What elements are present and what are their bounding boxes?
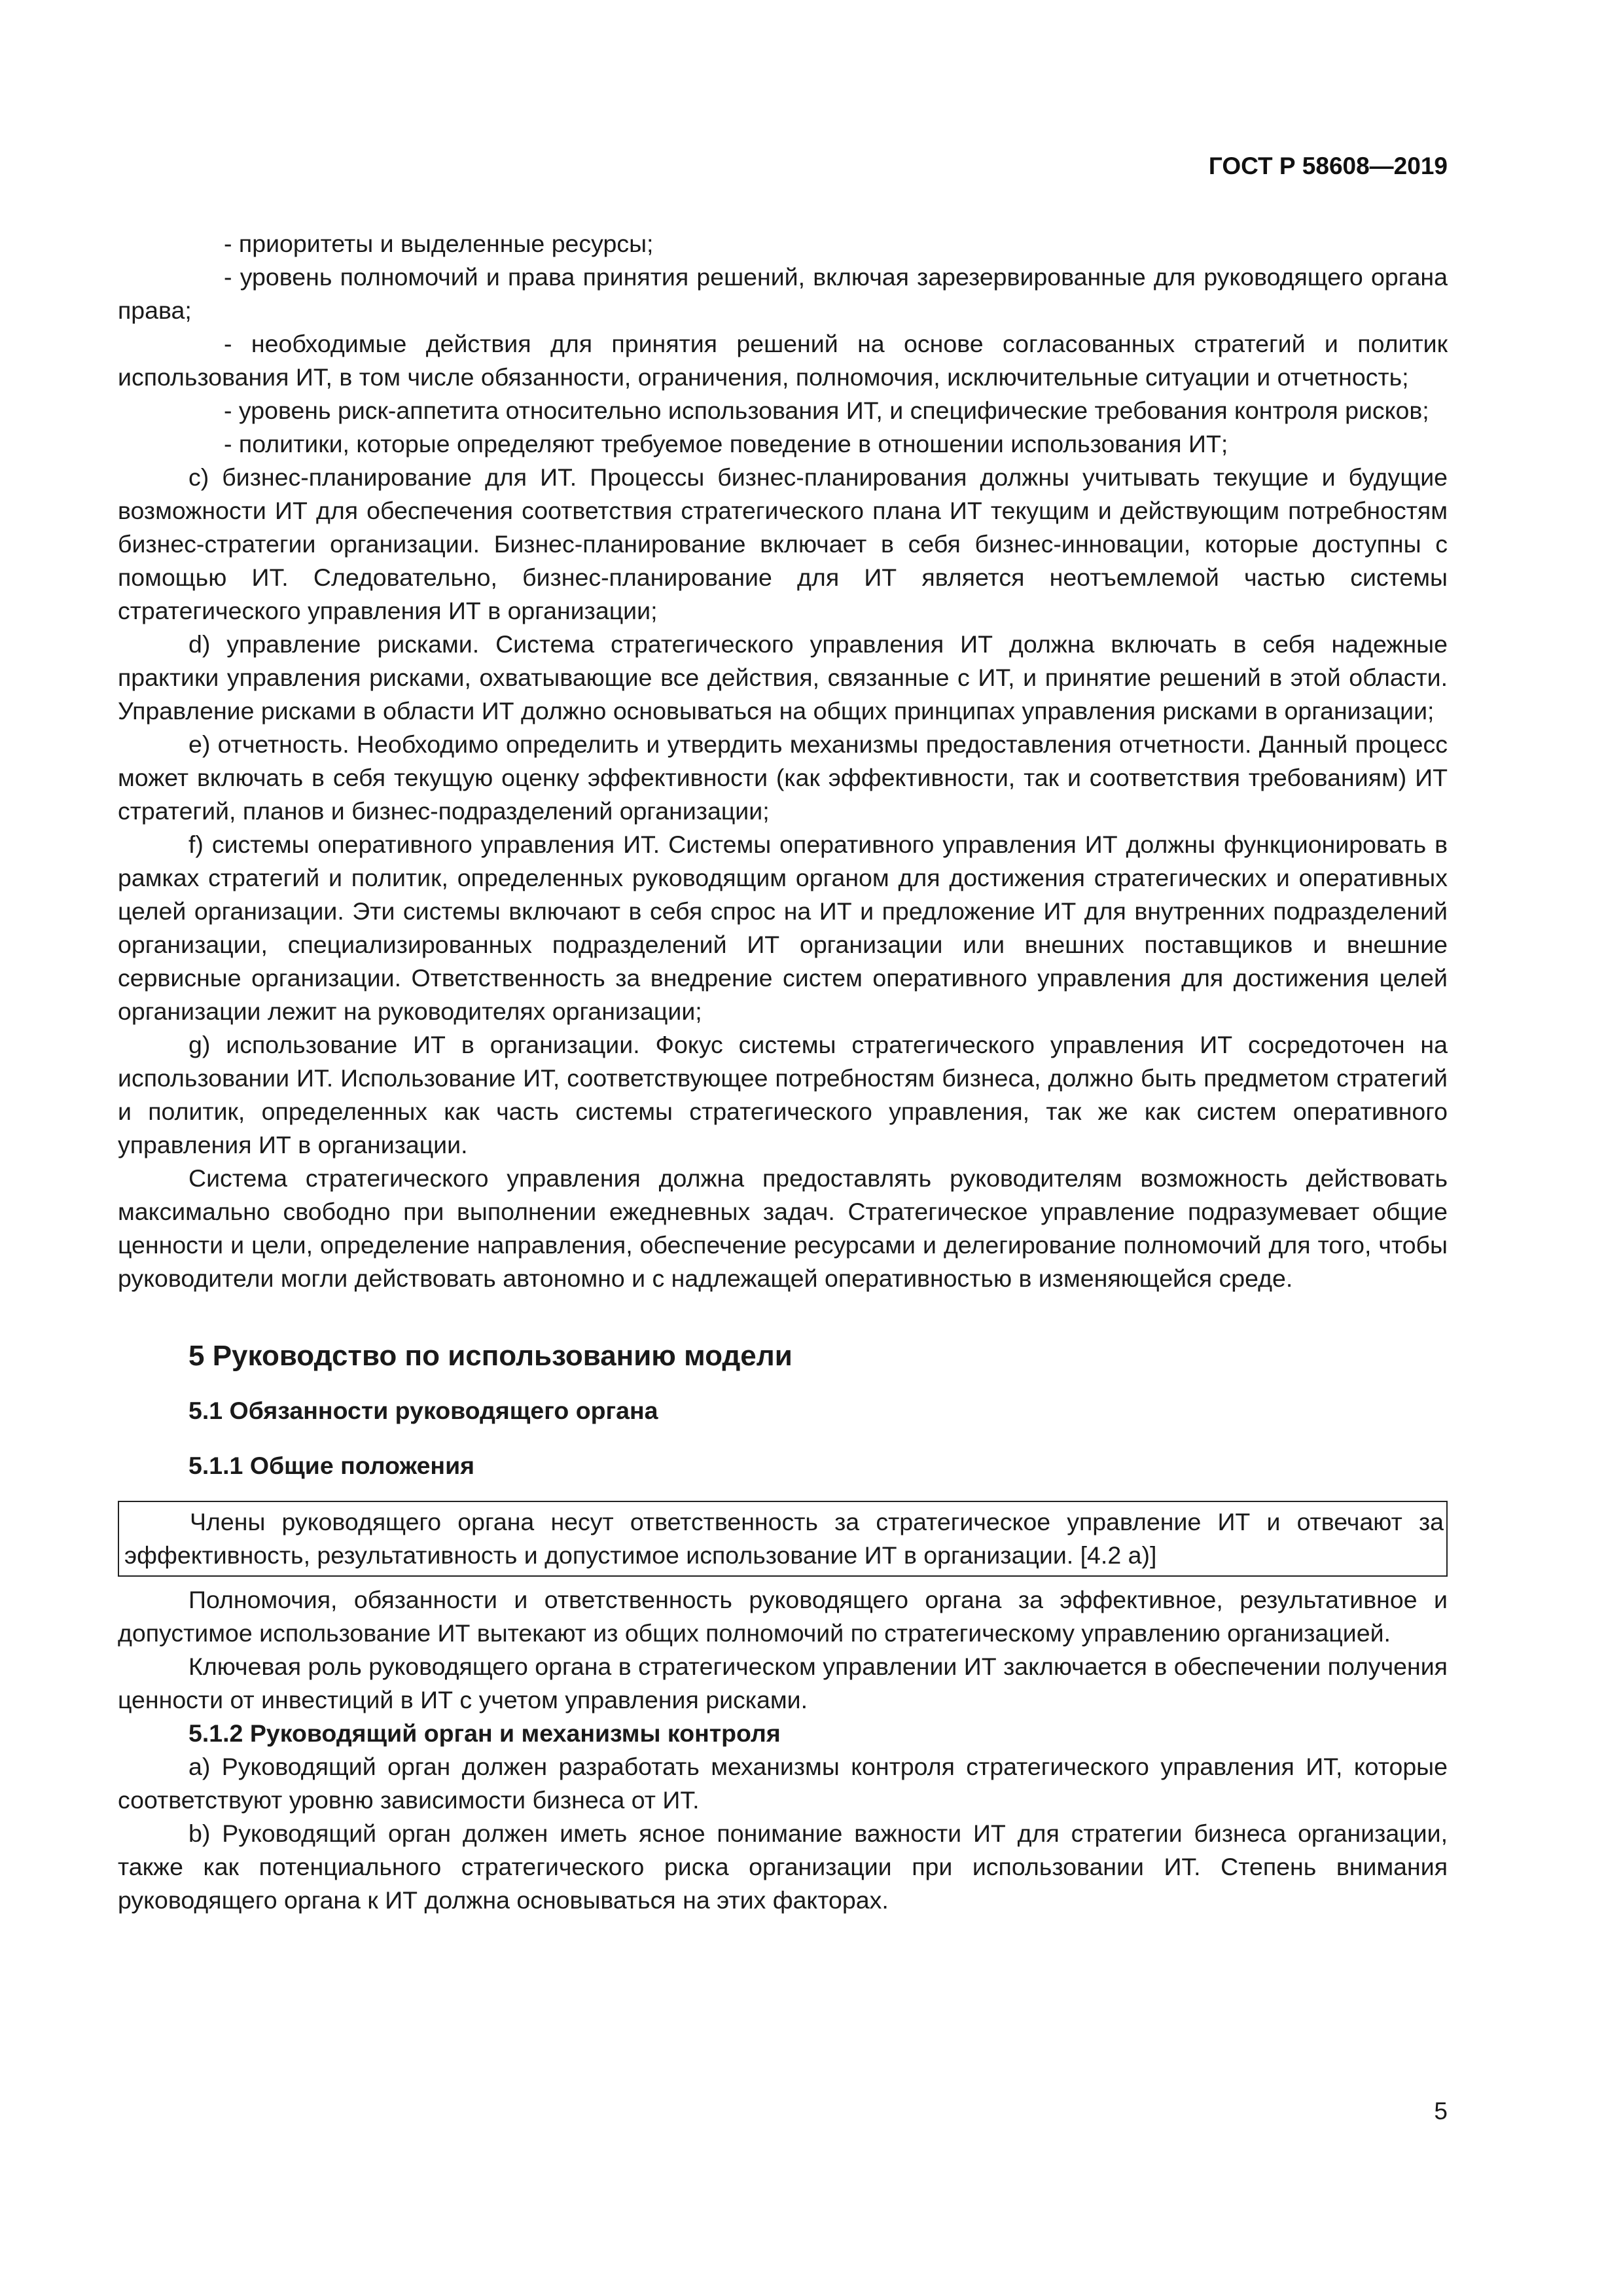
list-item: - уровень риск-аппетита относительно использования ИТ, и специфические требования контроля рисков; [224,397,1429,424]
paragraph-f: f) системы оперативного управления ИТ. Системы оперативного управления ИТ должны функционировать в рамках стратегий и политик, определенных руководящим органом для достижения стратегических и оперативных целей организации. Эти системы включают в себя спрос на ИТ и предложение ИТ для внутренних подразделений организации, специализированных подразделений ИТ организации или внешних поставщиков и внешние сервисные организации. Ответственность за внедрение систем оперативного управления для достижения целей организации лежит на руководителях организации; [118,831,1448,1025]
list-item: - приоритеты и выделенные ресурсы; [224,230,654,257]
section-5-1-heading: 5.1 Обязанности руководящего органа [188,1397,658,1424]
section-5-heading: 5 Руководство по использованию модели [188,1340,793,1372]
paragraph-key-role: Ключевая роль руководящего органа в стратегическом управлении ИТ заключается в обеспечении получения ценности от инвестиций в ИТ с учетом управления рисками. [118,1653,1448,1713]
list-item: - необходимые действия для принятия решений на основе согласованных стратегий и политик использования ИТ, в том числе обязанности, ограничения, полномочия, исключительные ситуации и отчетность; [118,330,1448,391]
paragraph-g: g) использование ИТ в организации. Фокус системы стратегического управления ИТ сосредоточен на использовании ИТ. Использование ИТ, соответствующее потребностям бизнеса, должно быть предметом стратегий и политик, определенных как часть системы стратегического управления, так же как систем оперативного управления ИТ в организации. [118,1031,1448,1158]
paragraph-b: b) Руководящий орган должен иметь ясное понимание важности ИТ для стратегии бизнеса организации, также как потенциального стратегического риска организации при использовании ИТ. Степень внимания руководящего органа к ИТ должна основываться на этих факторах. [118,1820,1448,1914]
document-header: ГОСТ Р 58608—2019 [1208,152,1448,179]
document-page [118,0,1448,2296]
list-item: - уровень полномочий и права принятия решений, включая зарезервированные для руководящего органа права; [118,263,1448,324]
principle-box [118,1501,1448,1577]
page-number: 5 [1434,2098,1448,2125]
section-5-1-2-heading: 5.1.2 Руководящий орган и механизмы контроля [188,1719,781,1747]
paragraph-summary: Система стратегического управления должна предоставлять руководителям возможность действовать максимально свободно при выполнении ежедневных задач. Стратегическое управление подразумевает общие ценности и цели, определение направления, обеспечение ресурсами и делегирование полномочий для того, чтобы руководители могли действовать автономно и с надлежащей оперативностью в изменяющейся среде. [118,1164,1448,1292]
paragraph-authority: Полномочия, обязанности и ответственность руководящего органа за эффективное, результативное и допустимое использование ИТ вытекают из общих полномочий по стратегическому управлению организацией. [118,1586,1448,1647]
paragraph-e: e) отчетность. Необходимо определить и утвердить механизмы предоставления отчетности. Данный процесс может включать в себя текущую оценку эффективности (как эффективности, так и соответствия требованиям) ИТ стратегий, планов и бизнес-подразделений организации; [118,730,1448,825]
list-item: - политики, которые определяют требуемое поведение в отношении использования ИТ; [224,430,1228,457]
document-body [118,227,1448,1917]
paragraph-d: d) управление рисками. Система стратегического управления ИТ должна включать в себя надежные практики управления рисками, охватывающие все действия, связанные с ИТ, и принятие решений в этой области. Управление рисками в области ИТ должно основываться на общих принципах управления рисками в организации; [118,630,1448,725]
section-5-1-1-heading: 5.1.1 Общие положения [188,1452,475,1479]
paragraph-a: a) Руководящий орган должен разработать механизмы контроля стратегического управления ИТ, которые соответствуют уровню зависимости бизнеса от ИТ. [118,1753,1448,1814]
paragraph-c: c) бизнес-планирование для ИТ. Процессы бизнес-планирования должны учитывать текущие и будущие возможности ИТ для обеспечения соответствия стратегического плана ИТ текущим и действующим потребностям бизнес-стратегии организации. Бизнес-планирование включает в себя бизнес-инновации, которые доступны с помощью ИТ. Следовательно, бизнес-планирование для ИТ является неотъемлемой частью системы стратегического управления ИТ в организации; [118,463,1448,624]
principle-box-text: Члены руководящего органа несут ответственность за стратегическое управление ИТ и отвечают за эффективность, результативность и допустимое использование ИТ в организации. [4.2 a)] [124,1508,1444,1569]
